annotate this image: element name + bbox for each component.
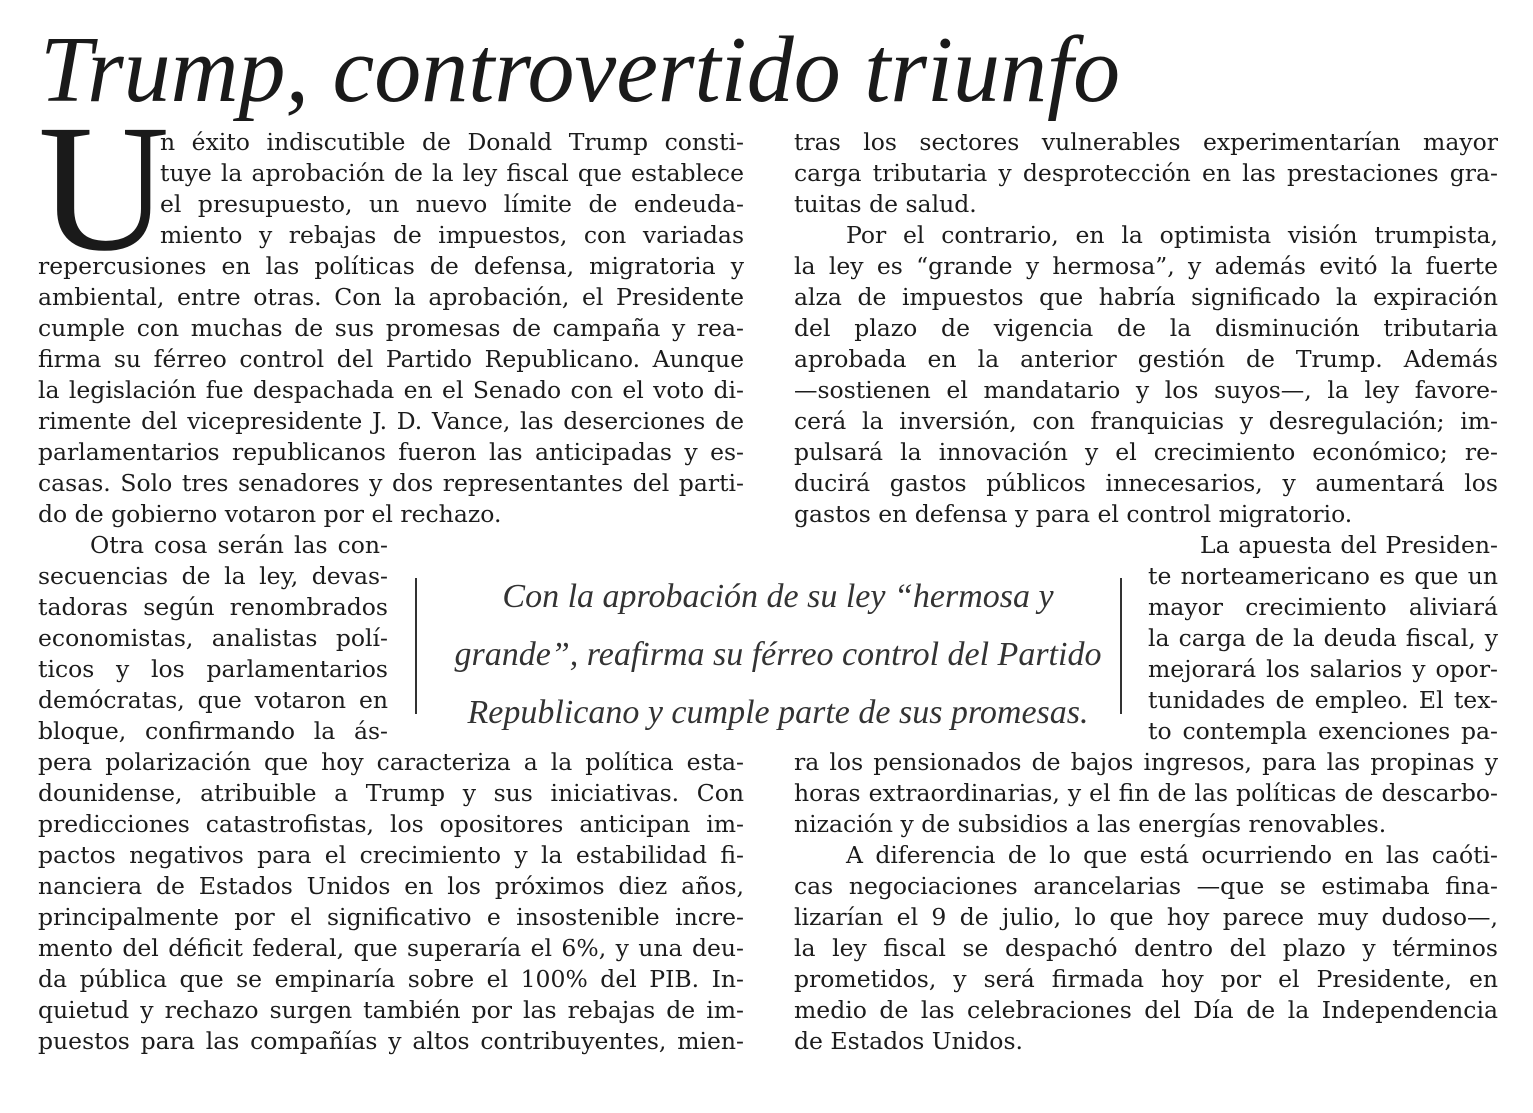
text-line: mento del déficit federal, que superaría el 6%, y una deu- (38, 934, 744, 962)
drop-cap: U (38, 88, 170, 289)
text-line: miento y rebajas de impuestos, con variadas (160, 221, 744, 249)
text-line: parlamentarios republicanos fueron las anticipadas y es- (38, 438, 744, 466)
text-line: —sostienen el mandatario y los suyos—, la ley favore- (794, 376, 1498, 404)
text-line: del plazo de vigencia de la disminución tributaria (794, 314, 1498, 342)
text-line: te norteamericano es que un (1148, 562, 1498, 590)
text-line: tuitas de salud. (794, 190, 977, 218)
text-line: alza de impuestos que habría significado la expiración (794, 283, 1498, 311)
text-line: tuye la aprobación de la ley fiscal que establece (160, 159, 744, 187)
text-line: la carga de la deuda fiscal, y (1148, 624, 1498, 652)
text-line: dounidense, atribuible a Trump y sus iniciativas. Con (38, 779, 744, 807)
pull-quote-line: Republicano y cumple parte de sus promesas. (467, 694, 1089, 731)
text-line: prometidos, y será firmada hoy por el Presidente, en (794, 965, 1498, 993)
right-column-narrow (1148, 530, 1498, 747)
text-line: do de gobierno votaron por el rechazo. (38, 500, 502, 528)
text-line: cumple con muchas de sus promesas de campaña y rea- (38, 314, 744, 342)
text-line: cas negociaciones arancelarias —que se estimaba fina- (794, 872, 1498, 900)
text-line: tunidades de empleo. El tex- (1148, 686, 1498, 714)
text-line: da pública que se empinaría sobre el 100% del PIB. In- (38, 965, 744, 993)
text-line: pulsará la innovación y el crecimiento económico; re- (794, 438, 1498, 466)
left-column-bottom (38, 747, 744, 1057)
text-line: to contempla exenciones pa- (1148, 717, 1498, 745)
pull-quote-rule-left (415, 578, 417, 714)
text-line: mejorará los salarios y opor- (1148, 655, 1498, 683)
text-line: La apuesta del Presiden- (1200, 531, 1498, 559)
text-line: ticos y los parlamentarios (38, 655, 388, 683)
text-line: pera polarización que hoy caracteriza a la política esta- (38, 748, 744, 776)
text-line: lizarían el 9 de julio, lo que hoy parece muy dudoso—, (794, 903, 1498, 931)
text-line: ra los pensionados de bajos ingresos, para las propinas y (794, 748, 1498, 776)
text-line: pactos negativos para el crecimiento y la estabilidad fi- (38, 841, 744, 869)
pull-quote (432, 568, 1124, 742)
text-line: tadoras según renombrados (38, 593, 388, 621)
text-line: medio de las celebraciones del Día de la Independencia (794, 996, 1498, 1024)
text-line: Por el contrario, en la optimista visión trumpista, (846, 221, 1498, 249)
text-line: gastos en defensa y para el control migratorio. (794, 500, 1353, 528)
text-line: puestos para las compañías y altos contribuyentes, mien- (38, 1027, 744, 1055)
text-line: principalmente por el significativo e insostenible incre- (38, 903, 744, 931)
text-line: firma su férreo control del Partido Republicano. Aunque (38, 345, 744, 373)
text-line: rimente del vicepresidente J. D. Vance, las deserciones de (38, 407, 744, 435)
text-line: la ley fiscal se despachó dentro del plazo y términos (794, 934, 1498, 962)
left-column-body (38, 251, 744, 530)
right-column-bottom (794, 747, 1498, 1057)
text-line: quietud y rechazo surgen también por las rebajas de im- (38, 996, 744, 1024)
pull-quote-line: Con la aprobación de su ley “hermosa y (502, 578, 1054, 615)
text-line: horas extraordinarias, y el fin de las políticas de descarbo- (794, 779, 1498, 807)
text-line: repercusiones en las políticas de defensa, migratoria y (38, 252, 744, 280)
text-line: ducirá gastos públicos innecesarios, y aumentará los (794, 469, 1498, 497)
text-line: A diferencia de lo que está ocurriendo en las caóti- (846, 841, 1498, 869)
text-line: casas. Solo tres senadores y dos representantes del parti- (38, 469, 744, 497)
text-line: la legislación fue despachada en el Senado con el voto di- (38, 376, 744, 404)
text-line: n éxito indiscutible de Donald Trump consti- (160, 128, 744, 156)
text-line: Otra cosa serán las con- (90, 531, 388, 559)
text-line: predicciones catastrofistas, los opositores anticipan im- (38, 810, 744, 838)
headline: Trump, controvertido triunfo (40, 18, 1121, 122)
text-line: aprobada en la anterior gestión de Trump. Además (794, 345, 1498, 373)
text-line: carga tributaria y desprotección en las prestaciones gra- (794, 159, 1498, 187)
text-line: economistas, analistas polí- (38, 624, 388, 652)
pull-quote-line: grande”, reafirma su férreo control del Partido (454, 636, 1102, 673)
text-line: de Estados Unidos. (794, 1027, 1023, 1055)
left-column-drop-lines (160, 127, 744, 251)
text-line: ambiental, entre otras. Con la aprobación, el Presidente (38, 283, 744, 311)
text-line: secuencias de la ley, devas- (38, 562, 388, 590)
text-line: mayor crecimiento aliviará (1148, 593, 1498, 621)
text-line: la ley es “grande y hermosa”, y además evitó la fuerte (794, 252, 1498, 280)
left-column-narrow (38, 530, 388, 747)
text-line: cerá la inversión, con franquicias y desregulación; im- (794, 407, 1498, 435)
text-line: tras los sectores vulnerables experimentarían mayor (794, 128, 1498, 156)
text-line: nanciera de Estados Unidos en los próximos diez años, (38, 872, 744, 900)
text-line: nización y de subsidios a las energías renovables. (794, 810, 1387, 838)
text-line: demócratas, que votaron en (38, 686, 388, 714)
right-column-body (794, 127, 1498, 530)
text-line: bloque, confirmando la ás- (38, 717, 388, 745)
text-line: el presupuesto, un nuevo límite de endeuda- (160, 190, 744, 218)
